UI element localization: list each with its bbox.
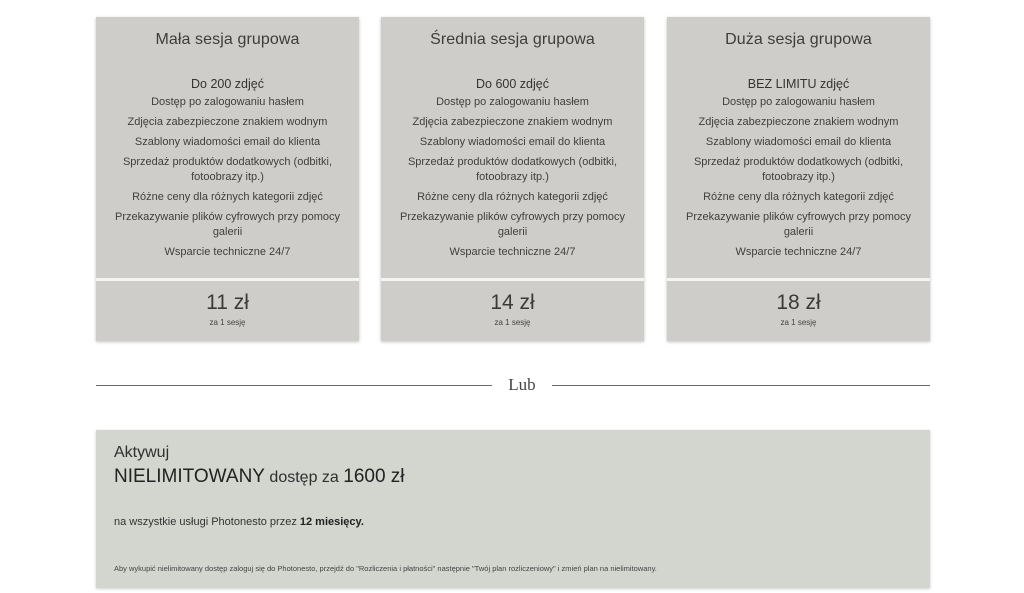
plan-details: [667, 17, 930, 278]
plan-feature: Zdjęcia zabezpieczone znakiem wodnym: [698, 116, 899, 128]
promo-headline: [114, 466, 930, 488]
promo-period: 12 miesięcy.: [299, 516, 364, 528]
unlimited-plan-banner: [96, 430, 930, 588]
plan-price-note: za 1 sesję: [209, 318, 246, 327]
plan-feature: Przekazywanie plików cyfrowych przy pomocy galerii: [686, 211, 911, 238]
plan-price-note: za 1 sesję: [780, 318, 817, 327]
plan-features: [381, 77, 644, 260]
plan-feature: Sprzedaż produktów dodatkowych (odbitki, fotoobrazy itp.): [693, 156, 904, 183]
separator-label: Lub: [508, 375, 536, 394]
plan-feature: Wsparcie techniczne 24/7: [164, 246, 291, 258]
promo-footnote: Aby wykupić nielimitowany dostęp zaloguj się do Photonesto, przejdź do "Rozliczenia i płatności" następnie "Twój plan rozliczeniowy" i zmień plan na nielimitowany.: [114, 564, 657, 573]
plan-feature: Przekazywanie plików cyfrowych przy pomocy galerii: [400, 211, 625, 238]
plan-feature: Przekazywanie plików cyfrowych przy pomocy galerii: [115, 211, 340, 238]
plan-price-note: za 1 sesję: [494, 318, 531, 327]
separator-line-right: [552, 385, 930, 386]
plan-feature: Szablony wiadomości email do klienta: [419, 136, 606, 148]
or-separator: [96, 375, 930, 397]
plan-feature: Zdjęcia zabezpieczone znakiem wodnym: [412, 116, 613, 128]
promo-unlimited: NIELIMITOWANY: [114, 466, 265, 487]
plan-feature: Zdjęcia zabezpieczone znakiem wodnym: [127, 116, 328, 128]
plan-feature: Dostęp po zalogowaniu hasłem: [436, 96, 589, 108]
plan-feature: Do 200 zdjęć: [191, 77, 264, 91]
plan-feature: Szablony wiadomości email do klienta: [134, 136, 321, 148]
plan-feature: Różne ceny dla różnych kategorii zdjęć: [132, 191, 323, 203]
plan-features: [96, 77, 359, 260]
promo-activate-label: Aktywuj: [114, 444, 170, 461]
plan-title: Średnia sesja grupowa: [430, 31, 595, 48]
plan-card-medium: [381, 17, 644, 341]
plan-features: [667, 77, 930, 260]
plan-card-large: [667, 17, 930, 341]
promo-desc-prefix: na wszystkie usługi Photonesto przez: [114, 516, 297, 528]
plan-price-box: [96, 281, 359, 341]
plan-price: 18 zł: [776, 291, 821, 314]
plan-feature: Dostęp po zalogowaniu hasłem: [722, 96, 875, 108]
plan-feature: Sprzedaż produktów dodatkowych (odbitki, fotoobrazy itp.): [407, 156, 618, 183]
plan-feature: BEZ LIMITU zdjęć: [747, 77, 850, 91]
pricing-plans: [96, 17, 930, 341]
promo-description: [114, 516, 930, 528]
plan-feature: Do 600 zdjęć: [476, 77, 549, 91]
separator-line-left: [96, 385, 492, 386]
plan-price-box: [381, 281, 644, 341]
promo-price: 1600 zł: [343, 466, 405, 487]
plan-feature: Wsparcie techniczne 24/7: [735, 246, 862, 258]
plan-details: [96, 17, 359, 278]
plan-price: 11 zł: [206, 291, 249, 314]
plan-title: Duża sesja grupowa: [725, 31, 872, 48]
promo-access-for: dostęp za: [269, 469, 339, 486]
plan-details: [381, 17, 644, 278]
plan-title: Mała sesja grupowa: [155, 31, 300, 48]
plan-price: 14 zł: [490, 291, 535, 314]
plan-feature: Wsparcie techniczne 24/7: [449, 246, 576, 258]
plan-price-box: [667, 281, 930, 341]
plan-feature: Różne ceny dla różnych kategorii zdjęć: [417, 191, 608, 203]
plan-feature: Dostęp po zalogowaniu hasłem: [151, 96, 304, 108]
plan-feature: Różne ceny dla różnych kategorii zdjęć: [703, 191, 894, 203]
plan-card-small: [96, 17, 359, 341]
plan-feature: Szablony wiadomości email do klienta: [705, 136, 892, 148]
plan-feature: Sprzedaż produktów dodatkowych (odbitki, fotoobrazy itp.): [122, 156, 333, 183]
